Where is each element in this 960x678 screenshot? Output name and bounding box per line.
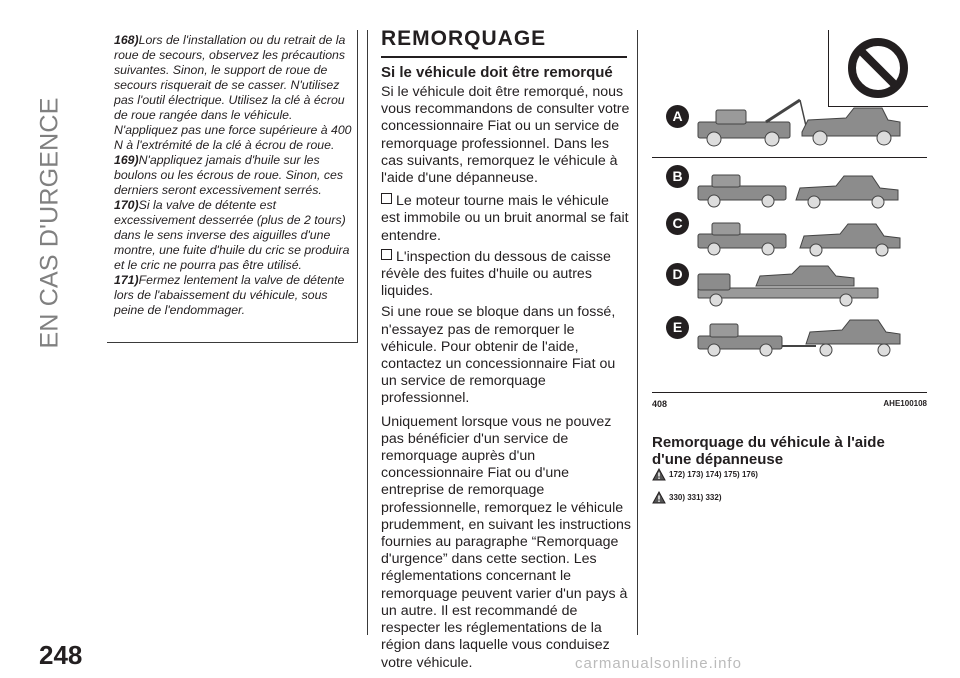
figure-label-b: B: [666, 165, 689, 188]
warning-triangle-icon: [652, 491, 666, 504]
note-168: [114, 33, 354, 153]
figure-label-a: A: [666, 105, 689, 128]
note-171: [114, 273, 354, 318]
checkbox-bullet-icon: [381, 249, 392, 260]
notes-box: [107, 30, 358, 343]
warning-refs-row: [652, 491, 722, 506]
warning-triangle-icon: [652, 468, 666, 481]
tow-truck-trailer-drawing: [696, 318, 906, 360]
warning-refs: 330) 331) 332): [669, 493, 722, 502]
note-number: 170): [114, 198, 139, 212]
page-number: 248: [39, 640, 83, 670]
figure-separator: [652, 157, 927, 158]
note-number: 171): [114, 273, 139, 287]
side-section-title: EN CAS D'URGENCE: [35, 97, 64, 349]
figure-label-d: D: [666, 263, 689, 286]
caption-title: Remorquage du véhicule à l'aide d'une dépanneuse: [652, 434, 885, 468]
note-text: Fermez lentement la valve de détente lors de l'abaissement du véhicule, sous peine de l'endommager.: [114, 273, 345, 317]
paragraph: Si le véhicule doit être remorqué, nous vous recommandons de consulter votre concessionnaire Fiat ou un service de remorquage professionnel. Dans les cas suivants, remorquez le véhicule à l'aide d'une dépanneuse.: [381, 84, 630, 187]
checkbox-bullet-icon: [381, 193, 392, 204]
bullet-item: Le moteur tourne mais le véhicule est immobile ou un bruit anormal se fait entendre.: [381, 193, 629, 244]
figure-number: 408: [652, 399, 668, 409]
subsection-title: Si le véhicule doit être remorqué: [381, 64, 613, 81]
prohibition-icon: [845, 38, 911, 98]
figure-column: [652, 30, 927, 502]
paragraph: Uniquement lorsque vous ne pouvez pas bénéficier d'un service de remorquage auprès d'un concessionnaire Fiat ou d'une entreprise de remorquage professionnelle, remorquez le véhicule prudemment, en suivant les instructions fournies au paragraphe “Remorquage d'urgence” dans cette section. Les réglementations concernant le remorquage peuvent varier d'un pays à un autre. Il est recommandé de respecter les réglementations de la région dans laquelle vous conduisez votre véhicule.: [381, 413, 631, 671]
column-divider: [367, 30, 368, 635]
watermark-footer: carmanualsonline.info: [575, 655, 742, 672]
section-title: REMORQUAGE: [381, 24, 627, 58]
main-column: [381, 24, 631, 678]
tow-truck-lift-drawing: [696, 92, 906, 152]
warning-refs: 172) 173) 174) 175) 176): [669, 470, 758, 479]
note-number: 168): [114, 33, 139, 47]
tow-truck-dolly-drawing: [696, 170, 906, 212]
figure-label-e: E: [666, 316, 689, 339]
warning-refs-row: [652, 468, 758, 483]
note-text: N'appliquez jamais d'huile sur les boulons ou les écrous de roue. Sinon, ces derniers seront excessivement serrés.: [114, 153, 344, 197]
flatbed-truck-drawing: [696, 264, 906, 308]
note-169: [114, 153, 354, 198]
note-text: Si la valve de détente est excessivement desserrée (plus de 2 tours) dans le sens inverse des aiguilles d'une montre, une fuite d'huile du cric se produira et le cric ne pourra pas être utilisé.: [114, 198, 350, 272]
note-170: [114, 198, 354, 273]
towing-figure: [652, 30, 927, 409]
tow-truck-flat-tow-drawing: [696, 220, 906, 260]
bullet-item: L'inspection du dessous de caisse révèle des fuites d'huile ou autres liquides.: [381, 248, 611, 300]
figure-label-c: C: [666, 212, 689, 235]
column-divider: [637, 30, 638, 635]
note-text: Lors de l'installation ou du retrait de la roue de secours, observez les précautions suivantes. Sinon, le support de roue de secours risquerait de se casser. N'utilisez pas l'outil électrique. Utilisez la clé à écrou de roue rangée dans le véhicule. N'appliquez pas une force supérieure à 400 N à l'extrémité de la clé à écrou de roue.: [114, 33, 352, 152]
figure-bottom-rule: [652, 392, 927, 393]
paragraph: Si une roue se bloque dans un fossé, n'essayez pas de remorquer le véhicule. Pour obtenir de l'aide, contactez un concessionnaire Fiat ou un service de remorquage professionnel.: [381, 304, 616, 407]
figure-code: AHE100108: [883, 399, 927, 408]
note-number: 169): [114, 153, 139, 167]
